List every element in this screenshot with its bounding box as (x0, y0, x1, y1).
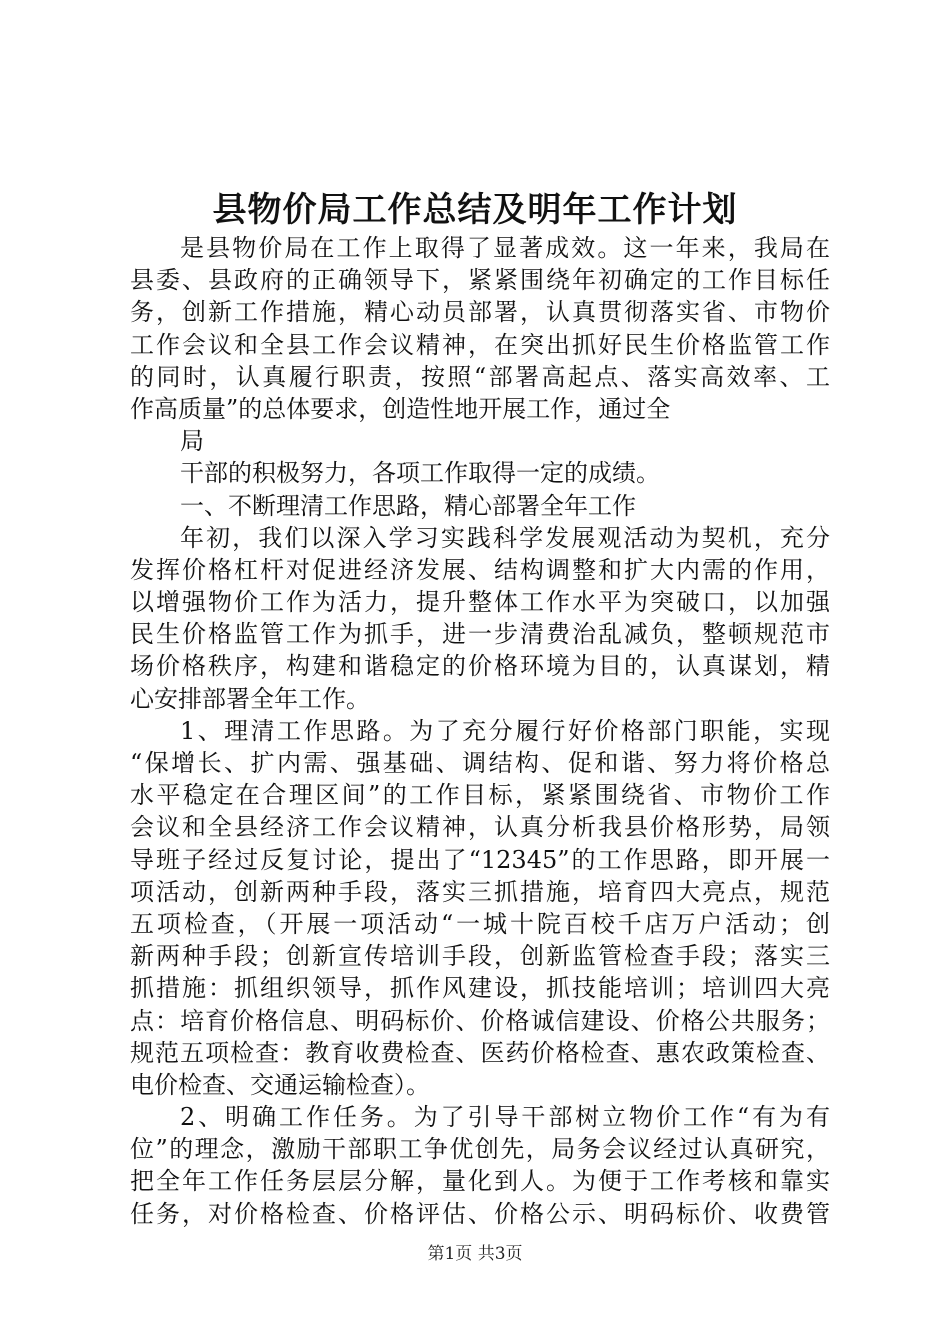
text-line: 心安排部署全年工作。 (130, 684, 370, 713)
text-line: 场价格秩序，构建和谐稳定的价格环境为目的，认真谋划，精 (130, 652, 830, 681)
text-line: 发挥价格杠杆对促进经济发展、结构调整和扩大内需的作用， (130, 555, 830, 584)
text-line: 电价检查、交通运输检查）。 (130, 1070, 430, 1099)
page-number-footer: 第1页 共3页 (427, 1244, 523, 1264)
section-heading: 一、不断理清工作思路，精心部署全年工作 (180, 491, 636, 520)
text-line: 干部的积极努力，各项工作取得一定的成绩。 (180, 459, 660, 488)
text-line: 位”的理念，激励干部职工争优创先，局务会议经过认真研究， (130, 1135, 830, 1164)
text-line: “保增长、扩内需、强基础、调结构、促和谐、努力将价格总 (130, 749, 830, 777)
text-line: 任务，对价格检查、价格评估、价格公示、明码标价、收费管 (130, 1199, 830, 1228)
text-line: 2、明确工作任务。为了引导干部树立物价工作“有为有 (180, 1103, 830, 1132)
text-line: 年初，我们以深入学习实践科学发展观活动为契机，充分 (180, 523, 830, 552)
text-line: 以增强物价工作为活力，提升整体工作水平为突破口，以加强 (130, 588, 830, 617)
text-line: 导班子经过反复讨论，提出了“12345”的工作思路，即开展一 (130, 845, 830, 874)
text-line: 抓措施：抓组织领导，抓作风建设，抓技能培训；培训四大亮 (130, 974, 830, 1003)
text-line: 的同时，认真履行职责，按照“部署高起点、落实高效率、工 (130, 362, 830, 391)
text-line: 1、理清工作思路。为了充分履行好价格部门职能，实现 (180, 716, 830, 745)
text-line: 是县物价局在工作上取得了显著成效。这一年来，我局在 (180, 234, 830, 262)
text-line: 新两种手段；创新宣传培训手段，创新监管检查手段；落实三 (130, 942, 830, 971)
text-line: 规范五项检查：教育收费检查、医药价格检查、惠农政策检查、 (130, 1038, 830, 1067)
text-line: 项活动，创新两种手段，落实三抓措施，培育四大亮点，规范 (130, 877, 830, 906)
text-line: 把全年工作任务层层分解，量化到人。为便于工作考核和靠实 (130, 1167, 830, 1196)
document-body (130, 232, 830, 1230)
text-line: 作高质量”的总体要求，创造性地开展工作，通过全 (130, 394, 671, 423)
text-line: 点：培育价格信息、明码标价、价格诚信建设、价格公共服务； (130, 1006, 830, 1035)
text-line: 工作会议和全县工作会议精神，在突出抓好民生价格监管工作 (130, 330, 830, 359)
text-line: 务，创新工作措施，精心动员部署，认真贯彻落实省、市物价 (130, 298, 830, 327)
text-line: 五项检查，（开展一项活动“一城十院百校千店万户活动；创 (130, 909, 830, 938)
text-line: 水平稳定在合理区间”的工作目标，紧紧围绕省、市物价工作 (130, 781, 830, 810)
text-line: 民生价格监管工作为抓手，进一步清费治乱减负，整顿规范市 (130, 620, 830, 649)
text-line: 县委、县政府的正确领导下，紧紧围绕年初确定的工作目标任 (130, 266, 830, 295)
document-title: 县物价局工作总结及明年工作计划 (212, 190, 738, 230)
text-line: 局 (180, 427, 204, 456)
text-line: 会议和全县经济工作会议精神，认真分析我县价格形势，局领 (130, 813, 830, 842)
